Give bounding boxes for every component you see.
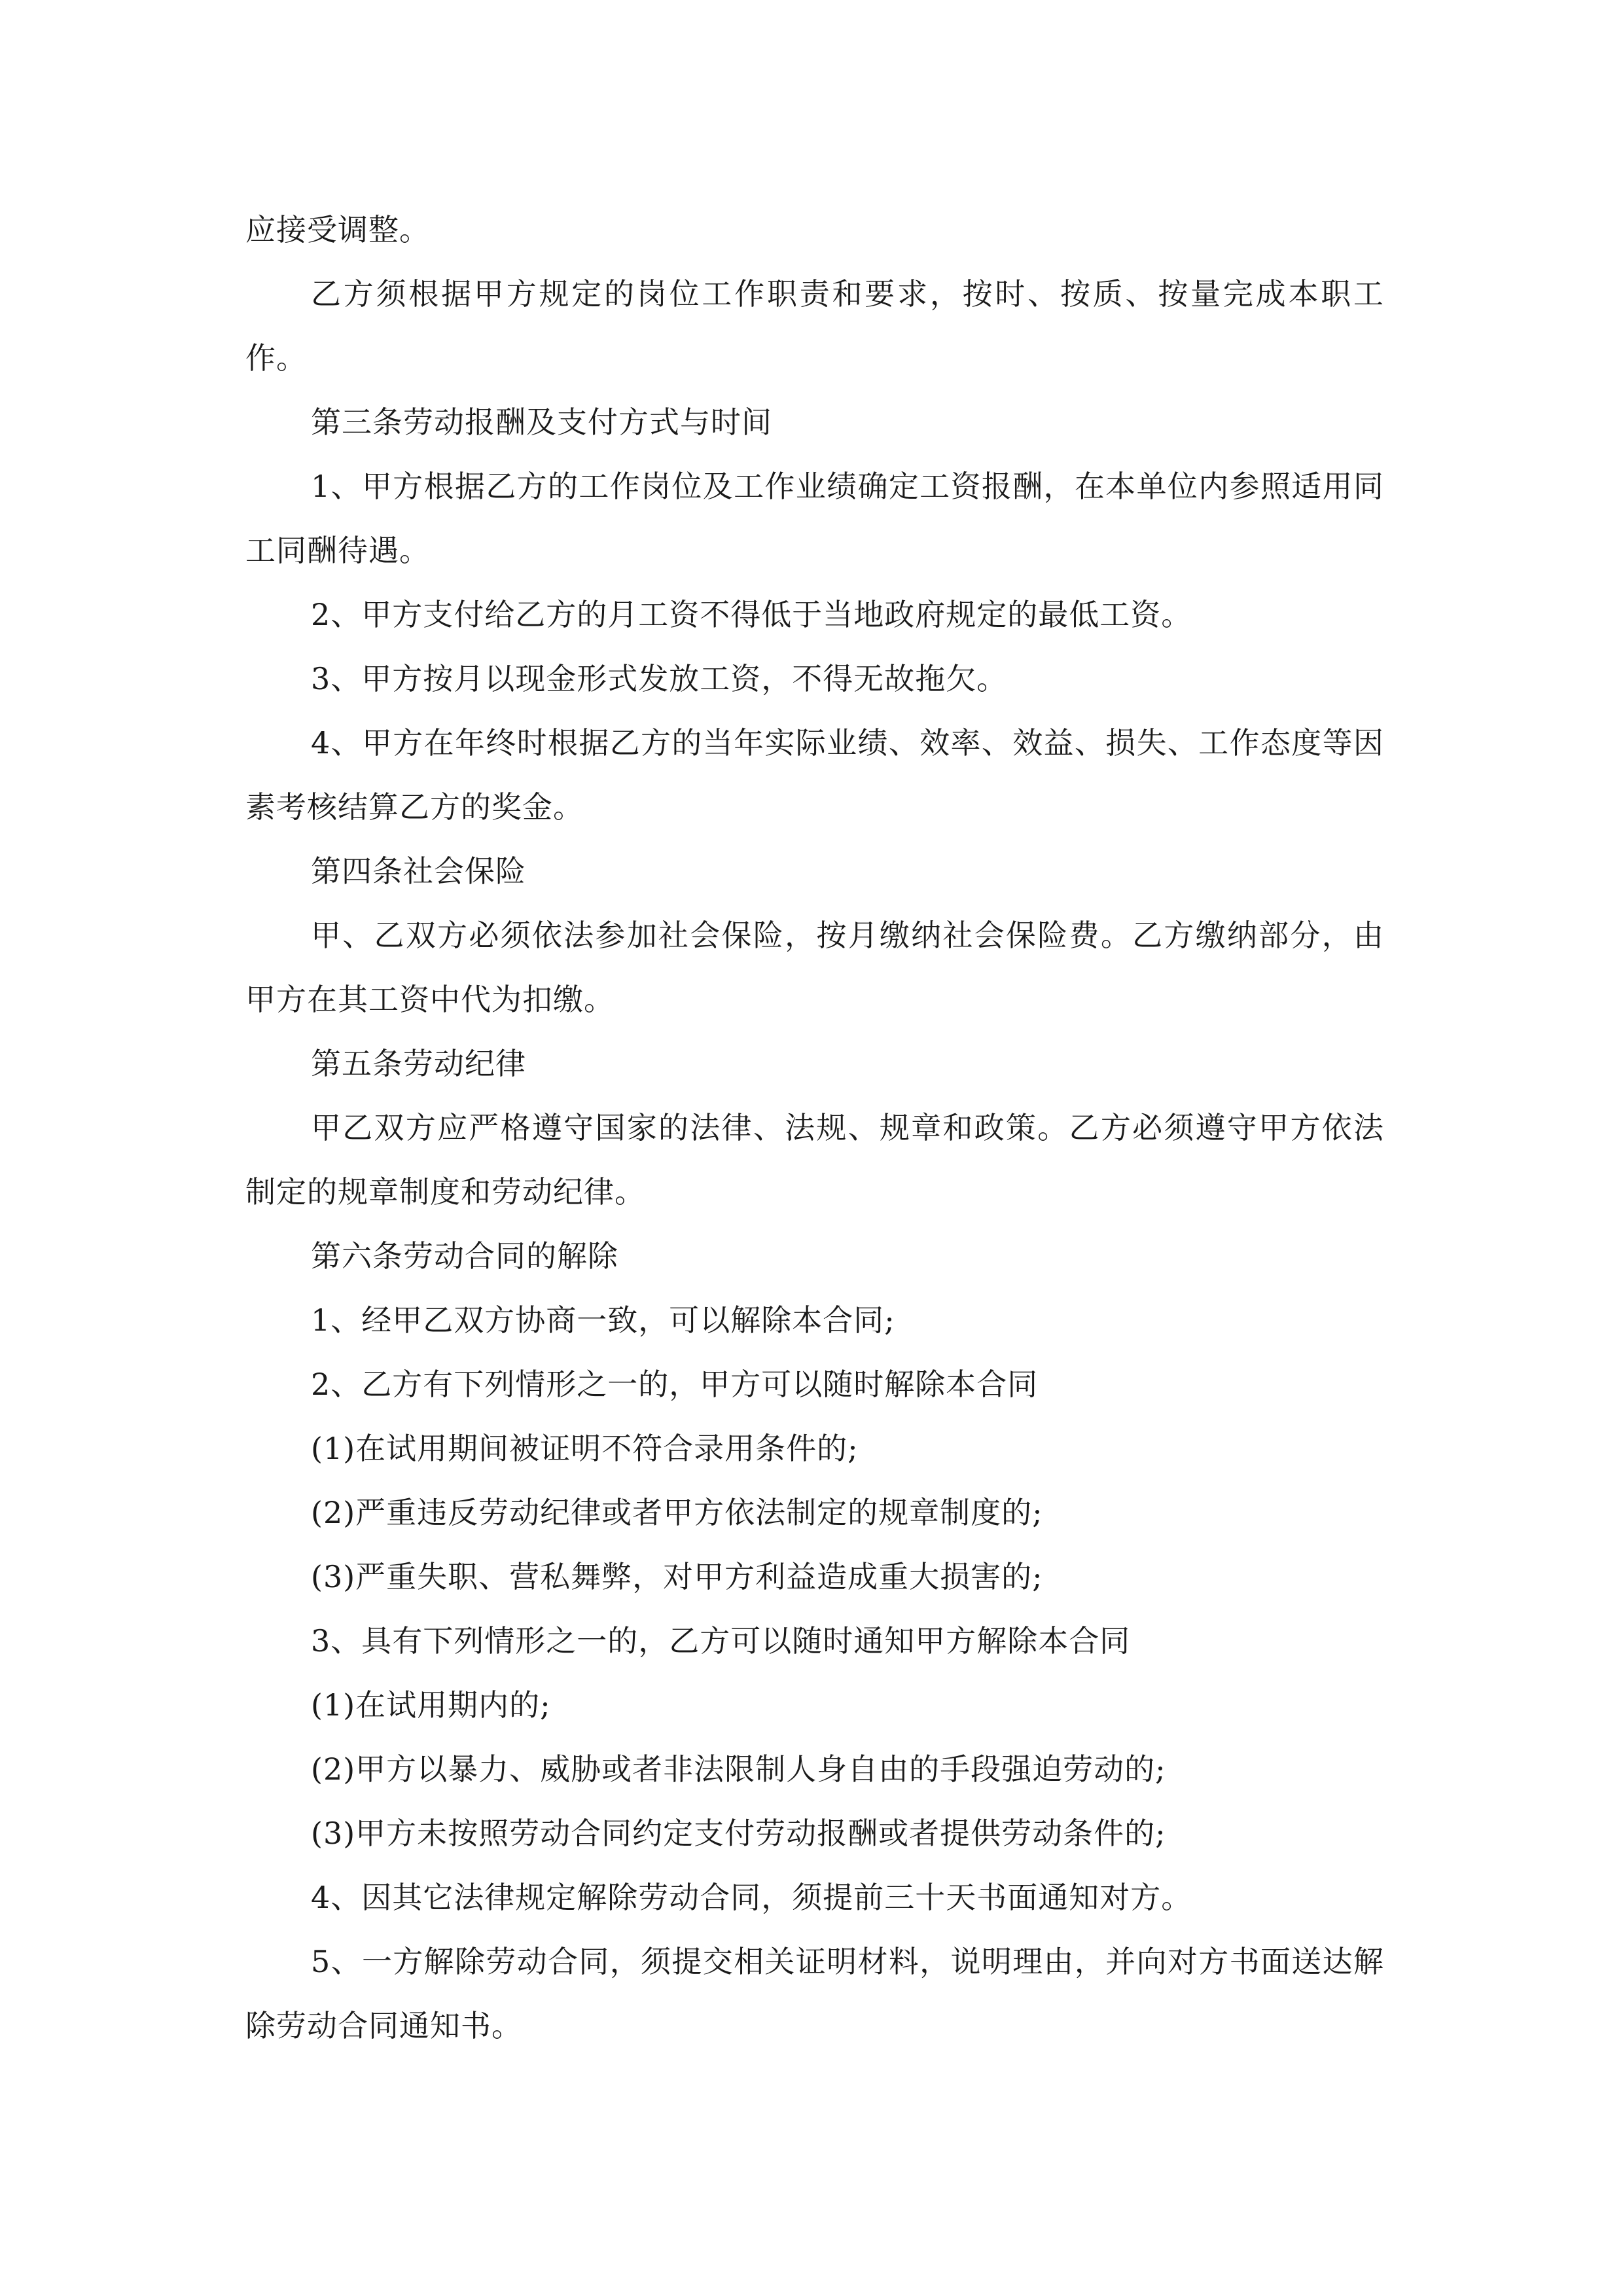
paragraph-social-insurance: 甲、乙双方必须依法参加社会保险，按月缴纳社会保险费。乙方缴纳部分，由甲方在其工资中代为扣缴。 (245, 918, 1384, 1017)
heading-article-5: 第五条劳动纪律 (311, 1046, 526, 1081)
document-body (245, 198, 1384, 2058)
paragraph-continuation: 应接受调整。 (245, 212, 430, 247)
clause-6-2-item-3: (3)严重失职、营私舞弊，对甲方利益造成重大损害的; (311, 1559, 1043, 1594)
clause-3-4: 4、甲方在年终时根据乙方的当年实际业绩、效率、效益、损失、工作态度等因素考核结算乙方的奖金。 (245, 725, 1384, 825)
clause-6-5: 5、一方解除劳动合同，须提交相关证明材料，说明理由，并向对方书面送达解除劳动合同通知书。 (245, 1944, 1384, 2043)
paragraph-labor-discipline: 甲乙双方应严格遵守国家的法律、法规、规章和政策。乙方必须遵守甲方依法制定的规章制度和劳动纪律。 (245, 1110, 1384, 1210)
heading-article-4: 第四条社会保险 (311, 853, 526, 889)
heading-article-3: 第三条劳动报酬及支付方式与时间 (311, 404, 772, 440)
clause-6-2-item-1: (1)在试用期间被证明不符合录用条件的; (311, 1431, 859, 1466)
clause-6-3: 3、具有下列情形之一的，乙方可以随时通知甲方解除本合同 (311, 1623, 1131, 1659)
clause-6-2: 2、乙方有下列情形之一的，甲方可以随时解除本合同 (311, 1367, 1039, 1402)
clause-6-4: 4、因其它法律规定解除劳动合同，须提前三十天书面通知对方。 (311, 1880, 1192, 1915)
clause-6-3-item-2: (2)甲方以暴力、威胁或者非法限制人身自由的手段强迫劳动的; (311, 1751, 1166, 1787)
clause-6-2-item-2: (2)严重违反劳动纪律或者甲方依法制定的规章制度的; (311, 1495, 1043, 1530)
heading-article-6: 第六条劳动合同的解除 (311, 1238, 618, 1274)
clause-3-2: 2、甲方支付给乙方的月工资不得低于当地政府规定的最低工资。 (311, 597, 1192, 632)
clause-6-3-item-1: (1)在试用期内的; (311, 1687, 551, 1723)
clause-6-1: 1、经甲乙双方协商一致，可以解除本合同; (311, 1302, 895, 1338)
clause-3-3: 3、甲方按月以现金形式发放工资，不得无故拖欠。 (311, 661, 1008, 696)
paragraph-job-duties: 乙方须根据甲方规定的岗位工作职责和要求，按时、按质、按量完成本职工作。 (245, 276, 1384, 376)
clause-3-1: 1、甲方根据乙方的工作岗位及工作业绩确定工资报酬，在本单位内参照适用同工同酬待遇。 (245, 469, 1384, 568)
clause-6-3-item-3: (3)甲方未按照劳动合同约定支付劳动报酬或者提供劳动条件的; (311, 1816, 1166, 1851)
